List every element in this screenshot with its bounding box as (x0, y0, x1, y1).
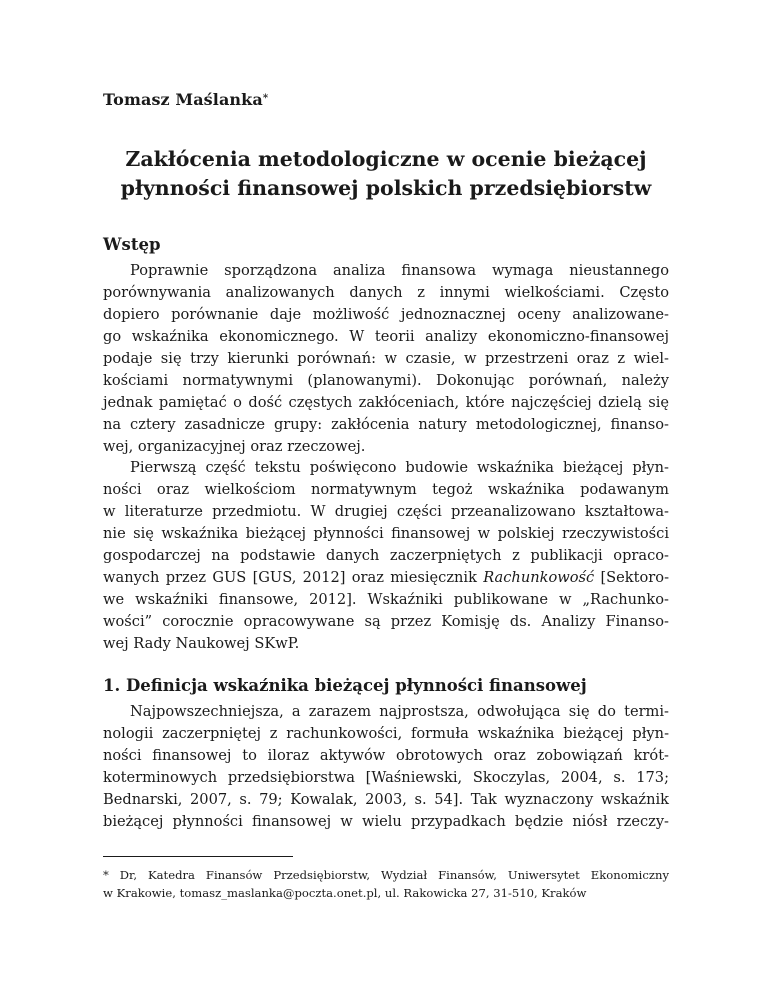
footnote-line: * Dr, Katedra Finansów Przedsiębiorstw, Wydział Finansów, Uniwersytet Ekonomiczny (103, 868, 669, 882)
paragraph-line: kościami normatywnymi (planowanymi). Dokonując porównań, należy (103, 372, 669, 389)
paragraph-line: gospodarczej na podstawie danych zaczerpniętych z publikacji opraco- (103, 547, 669, 564)
text-run: [Sektoro- (594, 569, 669, 586)
paragraph-intro-2 (103, 457, 669, 655)
paragraph-intro-1 (103, 260, 669, 458)
paper-title-line-2: płynności finansowej polskich przedsiębiorstw (120, 176, 652, 200)
journal-title-italic: Rachunkowość (483, 569, 595, 586)
paragraph-line: na cztery zasadnicze grupy: zakłócenia natury metodologicznej, finanso- (103, 416, 669, 433)
paragraph-line: wości” corocznie opracowywane są przez Komisję ds. Analizy Finanso- (103, 613, 669, 630)
paragraph-line: Najpowszechniejsza, a zarazem najprostsza, odwołująca się do termi- (130, 703, 669, 720)
footnote-divider (103, 856, 293, 857)
paragraph-line: Pierwszą część tekstu poświęcono budowie wskaźnika bieżącej płyn- (130, 459, 669, 476)
author-footnote-marker: * (262, 93, 269, 104)
paragraph-line: nologii zaczerpniętej z rachunkowości, formuła wskaźnika bieżącej płyn- (103, 725, 669, 742)
footnote (103, 866, 669, 902)
paragraph-line: ności oraz wielkościom normatywnym tegoż wskaźnika podawanym (103, 481, 669, 498)
paragraph-line: wej Rady Naukowej SKwP. (103, 635, 300, 652)
paragraph-line: ności finansowej to iloraz aktywów obrotowych oraz zobowiązań krót- (103, 747, 669, 764)
paper-title-line-1: Zakłócenia metodologiczne w ocenie bieżącej (125, 147, 647, 171)
paragraph-line: porównywania analizowanych danych z innymi wielkościami. Często (103, 284, 669, 301)
text-run: wanych przez GUS [GUS, 2012] oraz miesięcznik (103, 569, 484, 586)
paragraph-line: jednak pamiętać o dość częstych zakłóceniach, które najczęściej dzielą się (103, 394, 669, 411)
paragraph-line: we wskaźniki finansowe, 2012]. Wskaźniki publikowane w „Rachunko- (103, 591, 669, 608)
paragraph-line: go wskaźnika ekonomicznego. W teorii analizy ekonomiczno-finansowej (103, 328, 669, 345)
footnote-line: w Krakowie, tomasz_maslanka@poczta.onet.pl, ul. Rakowicka 27, 31-510, Kraków (103, 886, 587, 900)
paragraph-section-1 (103, 701, 669, 833)
paragraph-line: w literaturze przedmiotu. W drugiej części przeanalizowano kształtowa- (103, 503, 669, 520)
author-name-text: Tomasz Maślanka (103, 90, 263, 109)
paragraph-line: podaje się trzy kierunki porównań: w czasie, w przestrzeni oraz z wiel- (103, 350, 669, 367)
paragraph-line: nie się wskaźnika bieżącej płynności finansowej w polskiej rzeczywistości (103, 525, 669, 542)
paragraph-line-with-italic (103, 567, 669, 589)
section-heading-intro: Wstęp (103, 235, 161, 254)
section-heading-1: 1. Definicja wskaźnika bieżącej płynności finansowej (103, 676, 587, 695)
paper-title (103, 145, 669, 203)
paragraph-line: Bednarski, 2007, s. 79; Kowalak, 2003, s. 54]. Tak wyznaczony wskaźnik (103, 791, 669, 808)
paragraph-line: bieżącej płynności finansowej w wielu przypadkach będzie niósł rzeczy- (103, 813, 669, 830)
author-name (103, 90, 268, 109)
paragraph-line: koterminowych przedsiębiorstwa [Waśniewski, Skoczylas, 2004, s. 173; (103, 769, 669, 786)
paragraph-line: dopiero porównanie daje możliwość jednoznacznej oceny analizowane- (103, 306, 669, 323)
paragraph-line: Poprawnie sporządzona analiza finansowa wymaga nieustannego (130, 262, 669, 279)
paragraph-line: wej, organizacyjnej oraz rzeczowej. (103, 438, 366, 455)
